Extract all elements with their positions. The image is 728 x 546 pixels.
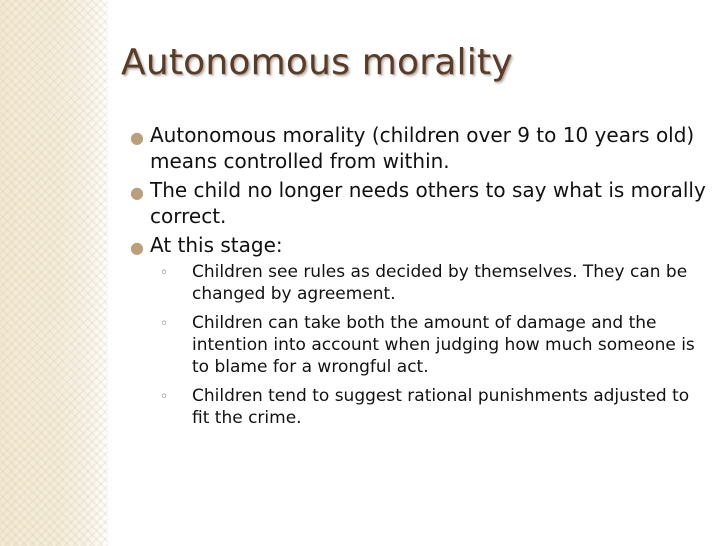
slide-background-pattern xyxy=(0,0,108,546)
bullet-item xyxy=(130,177,710,229)
bullet-item xyxy=(130,122,710,174)
slide-title: Autonomous morality xyxy=(121,42,513,83)
sub-bullet-text: Children tend to suggest rational punishments adjusted to fit the crime. xyxy=(192,386,690,428)
sub-bullet-text: Children see rules as decided by themselves. They can be changed by agreement. xyxy=(192,262,688,304)
bullet-item xyxy=(130,232,710,429)
bullet-text: Autonomous morality (children over 9 to 10 years old) means controlled from within. xyxy=(150,123,695,173)
sub-bullet-list xyxy=(150,261,710,429)
bullet-icon: ● xyxy=(130,238,144,257)
sub-bullet-icon: ◦ xyxy=(160,265,169,281)
bullet-icon: ● xyxy=(130,128,144,147)
bullet-text: At this stage: xyxy=(150,233,283,257)
sub-bullet-text: Children can take both the amount of damage and the intention into account when judging how much someone is to blame for a wrongful act. xyxy=(192,313,695,377)
bullet-list xyxy=(130,122,710,436)
sub-bullet-item xyxy=(150,261,710,305)
sub-bullet-icon: ◦ xyxy=(160,316,169,332)
sub-bullet-item xyxy=(150,385,710,429)
bullet-text: The child no longer needs others to say what is morally correct. xyxy=(150,178,706,228)
sub-bullet-icon: ◦ xyxy=(160,389,169,405)
sub-bullet-item xyxy=(150,312,710,378)
bullet-icon: ● xyxy=(130,183,144,202)
